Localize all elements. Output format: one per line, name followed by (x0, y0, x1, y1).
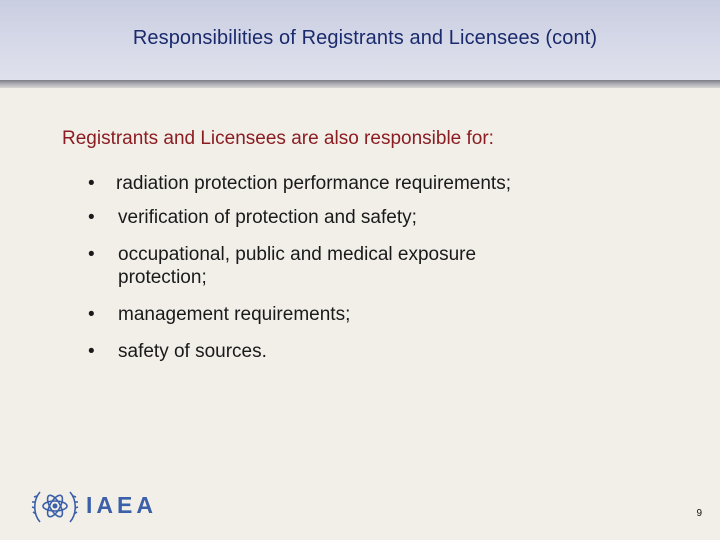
bullet-marker: • (88, 207, 95, 228)
slide-title: Responsibilities of Registrants and Licensees (cont) (132, 27, 598, 49)
title-bar-shadow (0, 80, 720, 88)
bullet-text: radiation protection performance requirements; (116, 173, 511, 194)
bullet-marker: • (88, 173, 95, 194)
bullet-text: safety of sources. (118, 341, 267, 362)
iaea-logo-text: IAEA (86, 492, 157, 518)
bullet-marker: • (88, 304, 95, 325)
bullet-text: verification of protection and safety; (118, 207, 417, 228)
bullet-marker: • (88, 341, 95, 362)
iaea-emblem-icon (30, 484, 80, 528)
bullet-text: occupational, public and medical exposure protection; (118, 244, 477, 288)
bullet-marker: • (88, 244, 95, 265)
bullet-text: management requirements; (118, 304, 351, 325)
intro-text: Registrants and Licensees are also responsible for: (62, 128, 494, 149)
page-number: 9 (696, 508, 702, 519)
